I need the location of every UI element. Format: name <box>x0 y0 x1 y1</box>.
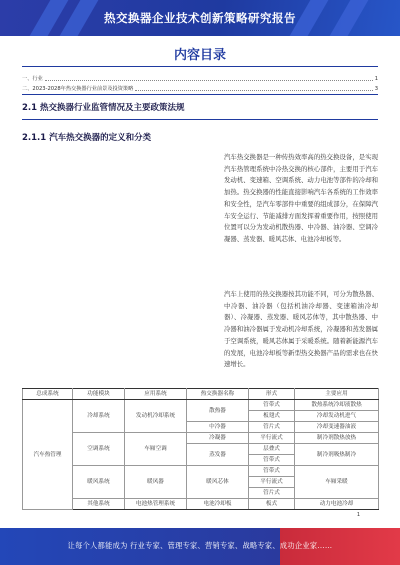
toc-entry[interactable] <box>22 84 378 92</box>
toc-bottom-rule <box>22 94 378 95</box>
subsection-heading: 2.1.1 汽车热交换器的定义和分类 <box>22 133 152 143</box>
table-cell-use: 冷却变速器油液 <box>295 422 379 433</box>
table-cell-use: 散热系统冷却液散热 <box>295 400 379 411</box>
table-cell-name: 蒸发器 <box>187 444 249 466</box>
table-header-row <box>23 389 379 400</box>
toc-entry-page: 1 <box>374 76 378 82</box>
table-cell-module: 空调系统 <box>73 433 125 466</box>
table-cell-app: 电池热管理系统 <box>125 499 187 510</box>
table-cell-use: 动力电池冷却 <box>295 499 379 510</box>
table-cell-module: 其他系统 <box>73 499 125 510</box>
toc-leader <box>135 90 372 91</box>
table-cell-name: 冷凝器 <box>187 433 249 444</box>
table-cell-use: 车厢采暖 <box>295 466 379 499</box>
body-paragraph: 汽车上使用的热交换器按其功能不同，可分为散热器、中冷器、油冷器（包括机油冷却器、变速箱油冷却器）、冷凝器、蒸发器、暖风芯体等，其中散热器、中冷器和油冷器属于发动机冷却系统，冷凝器和蒸发器属于空调系统，暖风芯体属于采暖系统。随着新能源汽车的发展，电池冷却板等新型热交换器产品的需求也在快速增长。 <box>224 290 378 369</box>
table-cell-app: 发动机冷却系统 <box>125 400 187 433</box>
table-cell-use: 制冷剂散热放热 <box>295 433 379 444</box>
body-paragraph: 汽车热交换器是一种传热效率高的热交换设备，是实现汽车热管理系统中冷热交换的核心部件，主要用于汽车发动机、变速箱、空调系统、动力电池等部件的冷却和加热。热交换器的性能直接影响汽车各系统的工作效率和安全性，是汽车零部件中重要的组成部分，在保障汽车安全运行、节能减排方面发挥着重要作用，按照使用位置可以分为发动机散热器、中冷器、油冷器、空调冷凝器、蒸发器、暖风芯体、电池冷却板等。 <box>224 153 378 243</box>
table-cell-module: 冷却系统 <box>73 400 125 433</box>
toc-leader <box>45 80 373 81</box>
table-header-cell: 主要应用 <box>295 389 379 400</box>
toc-title: 内容目录 <box>173 48 226 63</box>
table-cell-name: 中冷器 <box>187 422 249 433</box>
footer-slogan: 让每个人都能成为 行业专家、管理专家、营销专家、战略专家、成功企业家…… <box>67 541 333 550</box>
table-cell-name: 暖风芯体 <box>187 466 249 499</box>
table-cell-use: 冷却发动机进气 <box>295 411 379 422</box>
report-footer <box>0 528 400 565</box>
report-title: 热交换器企业技术创新策略研究报告 <box>104 11 296 25</box>
toc-entry-label: 二、2023-2028年热交换器行业前景及投资策略 <box>22 86 134 92</box>
table-cell-form: 板式 <box>249 499 295 510</box>
table-cell-form: 管带式 <box>249 466 295 477</box>
table-cell-form: 平行流式 <box>249 433 295 444</box>
toc-entry-label: 一、行业 <box>22 76 43 82</box>
table-cell-module: 暖风系统 <box>73 466 125 499</box>
table-cell-use: 制冷剂吸热制冷 <box>295 444 379 466</box>
table-cell-form: 管带式 <box>249 400 295 411</box>
table-row <box>23 499 379 510</box>
table-cell-form: 层叠式 <box>249 444 295 455</box>
table-cell-system: 汽车热管理 <box>23 400 73 510</box>
table-row <box>23 400 379 411</box>
table-cell-form: 管带式 <box>249 455 295 466</box>
table-row <box>23 433 379 444</box>
table-cell-form: 平行流式 <box>249 477 295 488</box>
table-cell-name: 电池冷却板 <box>187 499 249 510</box>
page-number: 1 <box>356 512 360 518</box>
table-header-cell: 应用系统 <box>125 389 187 400</box>
section-rule <box>22 119 378 120</box>
table-cell-form: 管片式 <box>249 422 295 433</box>
toc-entry-page: 3 <box>374 86 378 92</box>
table-header-cell: 形式 <box>249 389 295 400</box>
classification-table <box>22 388 379 510</box>
section-heading: 2.1 热交换器行业监管情况及主要政策法规 <box>22 103 185 113</box>
table-header-cell: 总成系统 <box>23 389 73 400</box>
toc-top-rule <box>22 66 378 67</box>
table-header-cell: 功能模块 <box>73 389 125 400</box>
table-cell-app: 车厢空调 <box>125 433 187 466</box>
table-cell-form: 板翅式 <box>249 411 295 422</box>
table-cell-name: 散热器 <box>187 400 249 422</box>
toc-entry[interactable] <box>22 74 378 82</box>
table-cell-app: 暖风器 <box>125 466 187 499</box>
table-header-cell: 热交换器名称 <box>187 389 249 400</box>
report-header <box>0 0 400 36</box>
table-row <box>23 466 379 477</box>
table-cell-form: 管片式 <box>249 488 295 499</box>
